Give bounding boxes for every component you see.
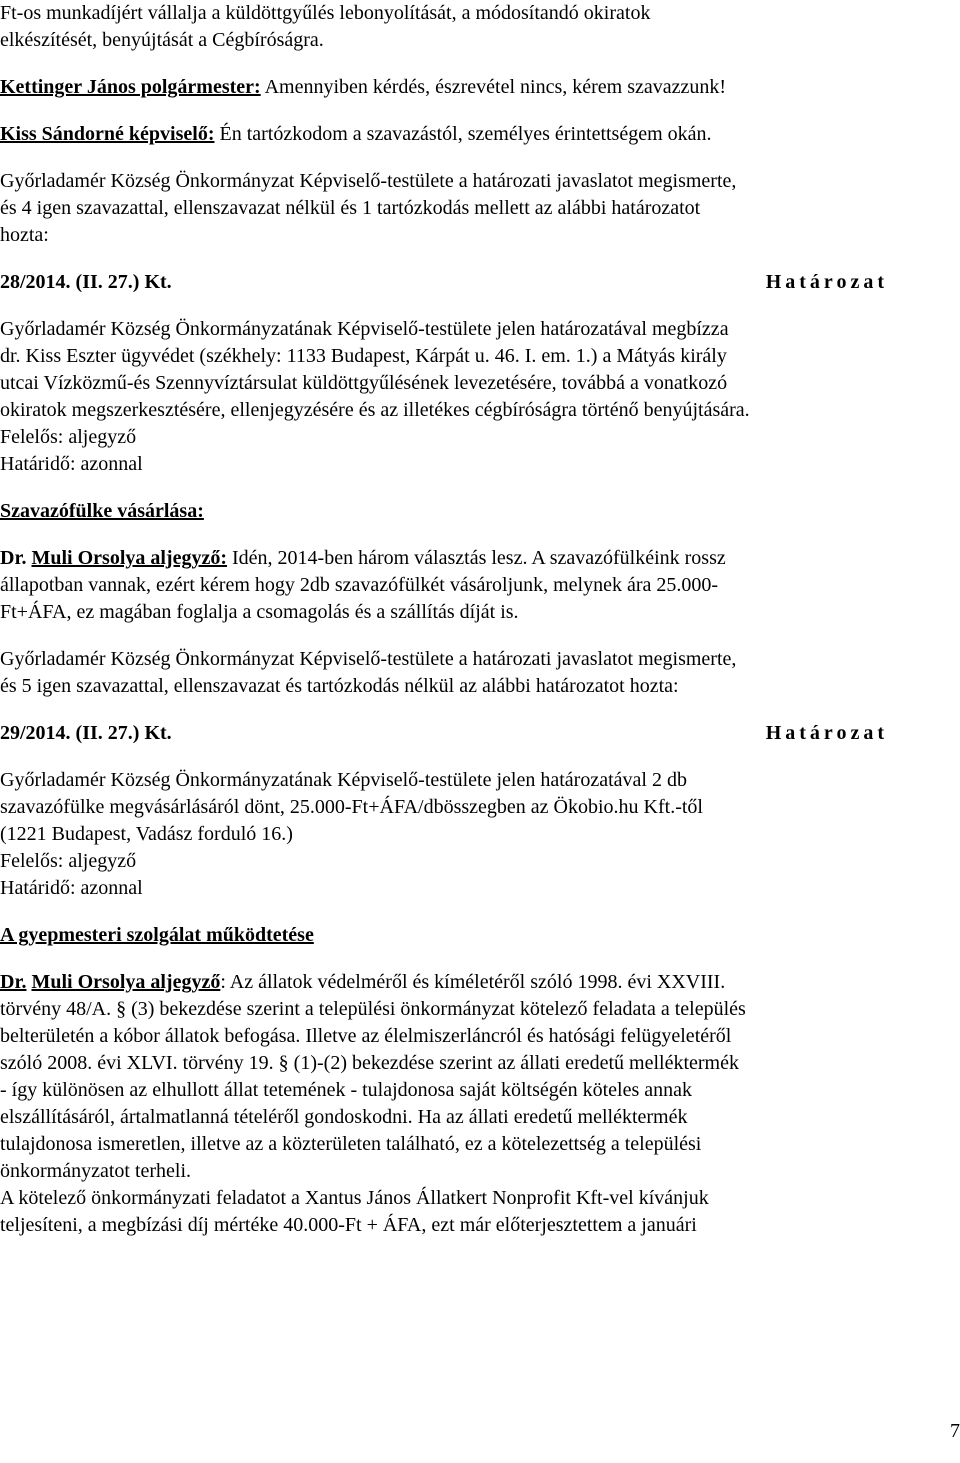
resolution-heading (0, 269, 898, 296)
closing-paragraph (0, 1185, 898, 1239)
vote-paragraph (0, 646, 898, 700)
text-line: állapotban vannak, ezért kérem hogy 2db szavazófülkét vásároljunk, melynek ára 25.000- (0, 574, 719, 596)
text-line: dr. Kiss Eszter ügyvédet (székhely: 1133 Budapest, Kárpát u. 46. I. em. 1.) a Mátyás király (0, 345, 727, 367)
deadline: Határidő: azonnal (0, 453, 143, 475)
text-line: - így különösen az elhullott állat tetemének - tulajdonosa saját költségén köteles annak (0, 1079, 693, 1101)
responsible: Felelős: aljegyző (0, 850, 137, 872)
text-line: elkészítését, benyújtását a Cégbíróságra. (0, 29, 324, 51)
text-line: utcai Vízközmű-és Szennyvíztársulat küldöttgyűlésének levezetésére, továbbá a vonatkozó (0, 372, 728, 394)
section-title: A gyepmesteri szolgálat működtetése (0, 924, 314, 946)
speaker-text: : Az állatok védelméről és kíméletéről szóló 1998. évi XXVIII. (220, 971, 726, 993)
speaker-text: Amennyiben kérdés, észrevétel nincs, kérem szavazzunk! (260, 76, 727, 98)
resolution-label: Határozat (765, 722, 888, 744)
text-line (0, 969, 898, 996)
text-line: teljesíteni, a megbízási díj mértéke 40.000-Ft + ÁFA, ezt már előterjesztettem a januári (0, 1214, 697, 1236)
speaker-name: Muli Orsolya aljegyző (31, 971, 221, 993)
section-title: Szavazófülke vásárlása: (0, 500, 204, 522)
responsible: Felelős: aljegyző (0, 426, 137, 448)
paragraph-intro (0, 0, 898, 54)
text-line: okiratok megszerkesztésére, ellenjegyzésére és az illetékes cégbíróságra történő benyújtására. (0, 399, 750, 421)
speaker-paragraph (0, 121, 898, 148)
text-line: elszállításáról, ártalmatlanná tételéről gondoskodni. Ha az állati eredetű melléktermék (0, 1106, 688, 1128)
resolution-text (0, 767, 898, 902)
speaker-name: Kiss Sándorné képviselő: (0, 123, 215, 145)
text-line: törvény 48/A. § (3) bekezdése szerint a települési önkormányzat kötelező feladata a település (0, 998, 746, 1020)
page-number: 7 (950, 1420, 960, 1442)
speaker-text: Én tartózkodom a szavazástól, személyes érintettségem okán. (214, 123, 712, 145)
speaker-paragraph (0, 545, 898, 626)
text-line: Győrladamér Község Önkormányzatának Képviselő-testülete jelen határozatával 2 db (0, 769, 687, 791)
text-line: önkormányzatot terheli. (0, 1160, 192, 1182)
text-line: Ft-os munkadíjért vállalja a küldöttgyűlés lebonyolítását, a módosítandó okiratok (0, 2, 651, 24)
resolution-number: 29/2014. (II. 27.) Kt. (0, 722, 172, 744)
speaker-title: Dr. (0, 971, 27, 993)
resolution-heading (0, 720, 898, 747)
speaker-name: Kettinger János polgármester: (0, 76, 261, 98)
text-line: Ft+ÁFA, ez magában foglalja a csomagolás és a szállítás díját is. (0, 601, 519, 623)
text-line: tulajdonosa ismeretlen, illetve az a közterületen található, ez a kötelezettség a települési (0, 1133, 702, 1155)
speaker-title: Dr. (0, 547, 27, 569)
speaker-name: Muli Orsolya aljegyző: (31, 547, 228, 569)
text-line: belterületén a kóbor állatok befogása. Illetve az élelmiszerláncról és hatósági felügyeletéről (0, 1025, 732, 1047)
speaker-text: Idén, 2014-ben három választás lesz. A szavazófülkéink rossz (227, 547, 726, 569)
resolution-number: 28/2014. (II. 27.) Kt. (0, 271, 172, 293)
vote-paragraph (0, 168, 898, 249)
text-line: hozta: (0, 224, 49, 246)
text-line: szavazófülke megvásárlásáról dönt, 25.000-Ft+ÁFA/dbösszegben az Ökobio.hu Kft.-től (0, 796, 703, 818)
resolution-label: Határozat (765, 271, 888, 293)
text-line: Győrladamér Község Önkormányzatának Képviselő-testülete jelen határozatával megbízza (0, 318, 729, 340)
text-line: szóló 2008. évi XLVI. törvény 19. § (1)-(2) bekezdése szerint az állati eredetű melléktermék (0, 1052, 739, 1074)
text-line (0, 545, 898, 572)
deadline: Határidő: azonnal (0, 877, 143, 899)
text-line: és 4 igen szavazattal, ellenszavazat nélkül és 1 tartózkodás mellett az alábbi határozatot (0, 197, 701, 219)
text-line: (1221 Budapest, Vadász forduló 16.) (0, 823, 293, 845)
text-line: és 5 igen szavazattal, ellenszavazat és tartózkodás nélkül az alábbi határozatot hozta: (0, 675, 679, 697)
speaker-paragraph (0, 74, 898, 101)
text-line: A kötelező önkormányzati feladatot a Xantus János Állatkert Nonprofit Kft-vel kívánjuk (0, 1187, 709, 1209)
text-line: Győrladamér Község Önkormányzat Képviselő-testülete a határozati javaslatot megismerte, (0, 170, 737, 192)
resolution-text (0, 316, 898, 478)
text-line: Győrladamér Község Önkormányzat Képviselő-testülete a határozati javaslatot megismerte, (0, 648, 737, 670)
speaker-paragraph (0, 969, 898, 1185)
